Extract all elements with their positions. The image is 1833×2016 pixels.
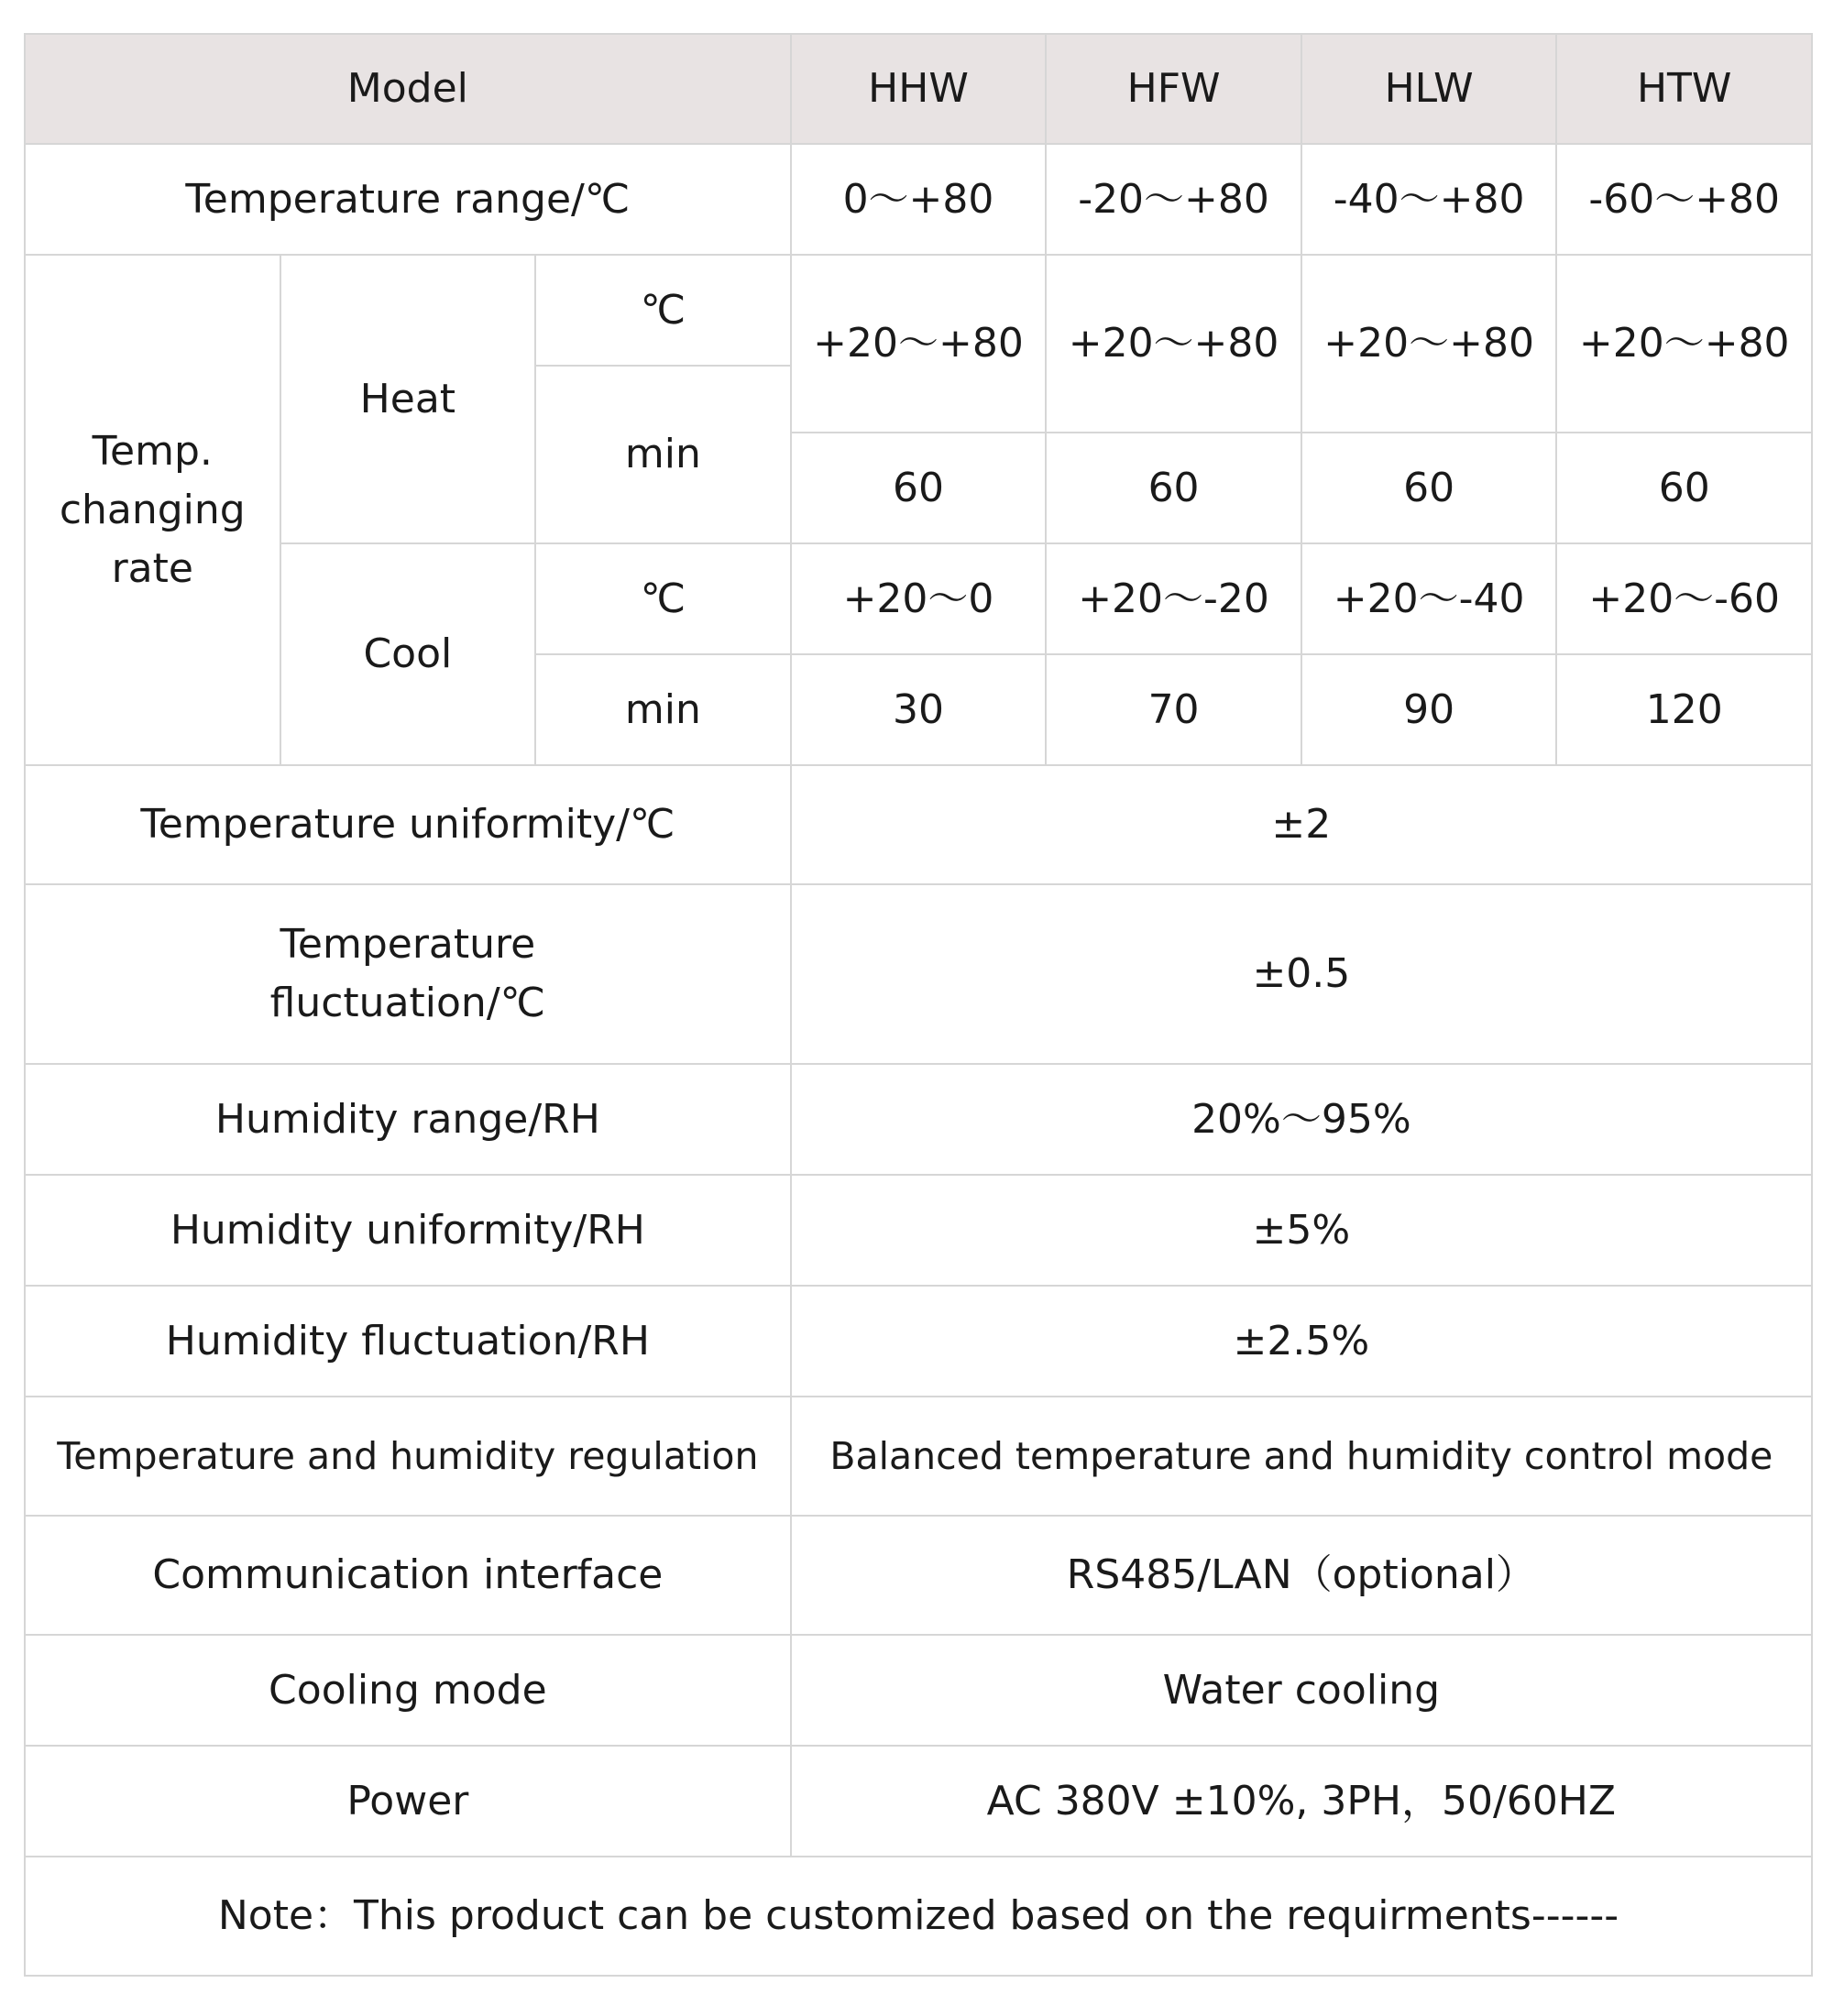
changing-rate-label: Temp. changing rate (25, 255, 280, 765)
temperature-range-label: Temperature range/℃ (25, 144, 791, 255)
cool-label: Cool (280, 543, 536, 765)
model-col-4: HTW (1556, 34, 1812, 144)
spec-value: Balanced temperature and humidity control mode (791, 1397, 1812, 1516)
spec-row (25, 1746, 1812, 1857)
cool-time-unit: min (535, 654, 791, 765)
cool-time-value: 30 (791, 654, 1047, 765)
spec-value: ±2 (791, 765, 1812, 884)
heat-time-unit: min (535, 366, 791, 543)
cool-range-value: +20～-40 (1301, 543, 1557, 654)
temperature-range-value: 0～+80 (791, 144, 1047, 255)
model-col-3: HLW (1301, 34, 1557, 144)
temperature-range-value: -20～+80 (1046, 144, 1301, 255)
note-text: Note：This product can be customized based on the requirments------ (25, 1857, 1812, 1976)
spec-row (25, 1397, 1812, 1516)
heat-range-unit: ℃ (535, 255, 791, 366)
heat-time-value: 60 (1046, 433, 1301, 543)
spec-value: ±2.5% (791, 1286, 1812, 1397)
spec-value: AC 380V ±10%, 3PH，50/60HZ (791, 1746, 1812, 1857)
spec-row (25, 1064, 1812, 1175)
heat-range-value: +20～+80 (1046, 255, 1301, 433)
spec-label: Humidity range/RH (25, 1064, 791, 1175)
heat-label: Heat (280, 255, 536, 543)
spec-table (24, 33, 1813, 1977)
heat-time-value: 60 (791, 433, 1047, 543)
cool-range-unit: ℃ (535, 543, 791, 654)
heat-time-value: 60 (1556, 433, 1812, 543)
heat-range-value: +20～+80 (1301, 255, 1557, 433)
spec-label: Cooling mode (25, 1635, 791, 1746)
spec-label: Power (25, 1746, 791, 1857)
spec-label: Humidity uniformity/RH (25, 1175, 791, 1286)
spec-label: Temperature uniformity/℃ (25, 765, 791, 884)
heat-time-value: 60 (1301, 433, 1557, 543)
heat-row-1 (25, 255, 1812, 311)
header-row (25, 34, 1812, 144)
model-col-1: HHW (791, 34, 1047, 144)
spec-row (25, 1516, 1812, 1635)
model-col-2: HFW (1046, 34, 1301, 144)
temperature-range-row (25, 144, 1812, 255)
spec-row (25, 765, 1812, 884)
cool-range-value: +20～0 (791, 543, 1047, 654)
cool-range-value: +20～-20 (1046, 543, 1301, 654)
cool-time-value: 120 (1556, 654, 1812, 765)
spec-label: Communication interface (25, 1516, 791, 1635)
cool-time-value: 70 (1046, 654, 1301, 765)
note-row (25, 1857, 1812, 1976)
spec-row (25, 884, 1812, 1064)
spec-value: Water cooling (791, 1635, 1812, 1746)
heat-range-value: +20～+80 (791, 255, 1047, 433)
spec-label: Humidity fluctuation/RH (25, 1286, 791, 1397)
spec-row (25, 1175, 1812, 1286)
cool-row-1 (25, 543, 1812, 654)
temperature-range-value: -40～+80 (1301, 144, 1557, 255)
spec-label: Temperature fluctuation/℃ (25, 884, 791, 1064)
spec-value: ±5% (791, 1175, 1812, 1286)
heat-range-value: +20～+80 (1556, 255, 1812, 433)
spec-label: Temperature and humidity regulation (25, 1397, 791, 1516)
spec-value: ±0.5 (791, 884, 1812, 1064)
temperature-range-value: -60～+80 (1556, 144, 1812, 255)
spec-row (25, 1635, 1812, 1746)
cool-range-value: +20～-60 (1556, 543, 1812, 654)
spec-row (25, 1286, 1812, 1397)
spec-value: 20%～95% (791, 1064, 1812, 1175)
model-header: Model (25, 34, 791, 144)
cool-time-value: 90 (1301, 654, 1557, 765)
spec-value: RS485/LAN（optional） (791, 1516, 1812, 1635)
